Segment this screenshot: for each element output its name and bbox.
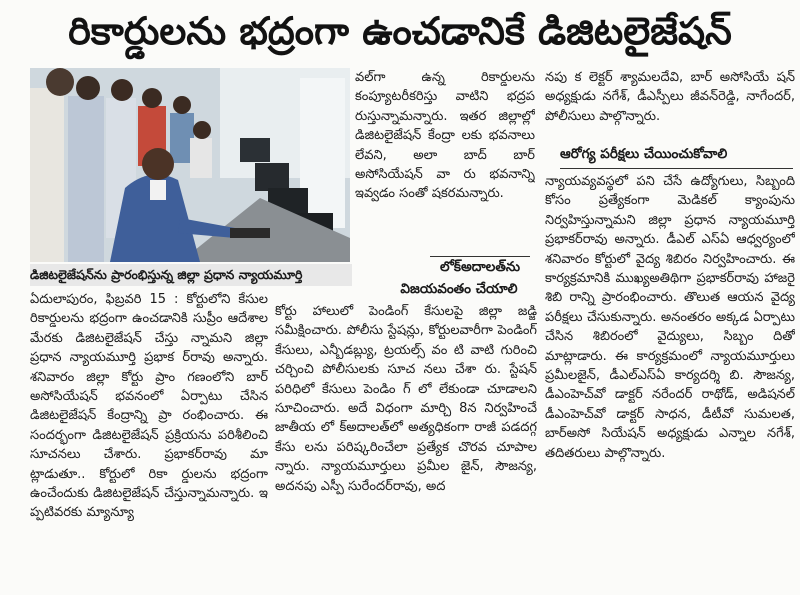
body-paragraph: న్యాయవ్యవస్థలో పని చేసే ఉద్యోగులు, సిబ్బంది కోసం ప్రత్యేకంగా మెడికల్ క్యాంపును నిర్వహిస్తున్నామని జిల్లా ప్రధాన న్యాయమూర్తి ప్రభాకర్‌రావు అన్నారు. డీఎల్ ఎస్ఏ ఆధ్వర్యంలో శనివారం కోర్టులో వైద్య శిబిరం నిర్వహించారు. ఈ కార్యక్రమానికి ముఖ్యఅతిథిగా ప్రభాకర్‌రావు హాజరై శిబి రాన్ని ప్రారంభించారు. తొలుత ఆయన వైద్య పరీక్షలు చేసుకున్నారు. అనంతరం అక్కడ ఏర్పాటు చేసిన శిబిరంలో వైద్యులు, సిబ్బం దితో మాట్లాడారు. ఈ కార్యక్రమంలో న్యాయమూర్తులు ప్రమీలజైన్, డీఎల్ఎస్ఏ కార్యదర్శి బి. సౌజన్య, డీఎంహెచ్‌వో డాక్టర్ నరేందర్ రాథోడ్, అడిషనల్ డీఎంహెచ్‌వో డాక్టర్ సాధన, డీటీవో సుమలత, బార్‌అసో సియేషన్ అధ్యక్షుడు ఎన్నాల నగేశ్, తదితరులు పాల్గొన్నారు.: [545, 174, 795, 461]
article-column-middle-lower: [275, 302, 537, 592]
news-photo: [30, 68, 350, 262]
divider: [430, 256, 530, 257]
subheading-line-2: విజయవంతం చేయాలి: [400, 281, 518, 297]
article-column-middle-upper: [355, 68, 535, 258]
right-subheading: ఆరోగ్య పరీక్షలు చేయించుకోవాలి: [560, 146, 728, 162]
body-paragraph: నపు క లెక్టర్ శ్యామలదేవి, బార్ అసోసియే షన్ అధ్యక్షుడు నగేశ్, డీఎస్పీలు జీవన్‌రెడ్డి, నాగేందర్, పోలీసులు పాల్గొన్నారు.: [545, 70, 795, 124]
article-column-right-lower: [545, 172, 795, 590]
body-paragraph: కోర్టు హాలులో పెండింగ్ కేసులపై జిల్లా జడ్జి సమీక్షించారు. పోలీసు స్టేషన్లు, కోర్టులవారీగా పెండింగ్ కేసులు, ఎన్బీడబ్ల్యు, ట్రయల్స్ వం టి వాటి గురించి చర్చించి పోలీసులకు సూచ నలు చేశా రు. స్టేషన్ పరిధిలో కేసులు పెండిం గ్ లో లేకుండా చూడాలని సూచించారు. అదే విధంగా మార్చి 8న నిర్వహించే జాతీయ లో క్‌అదాలత్‌లో అత్యధికంగా రాజీ పడదగ్గ కేసు లను పరిష్కరించేలా ప్రత్యేక చొరవ చూపాల న్నారు. న్యాయమూర్తులు ప్రమీల జైన్, సౌజన్య, అదనపు ఎస్పీ సురేందర్‌రావు, అద: [275, 304, 537, 494]
courtroom-photo-illustration: [30, 68, 350, 262]
headline: రికార్డులను భద్రంగా ఉంచడానికే డిజిటలైజేషన్: [68, 9, 732, 53]
divider: [560, 168, 793, 169]
subheading-line-1: లోక్‌అదాలత్‌ను: [439, 259, 521, 275]
body-paragraph: వల్‌గా ఉన్న రికార్డులను కంప్యూటరీకరిస్తు వాటిని భద్రప రుస్తున్నామన్నారు. ఇతర జిల్లాల్లో డిజిటలైజేషన్ కేంద్రా లకు భవనాలు లేవని, అలా బాద్ బార్ అసోసియేషన్ వా రు భవనాన్ని ఇవ్వడం సంతో షకరమన్నారు.: [355, 70, 535, 202]
article-column-right-upper: [545, 68, 795, 144]
article-column-left: [30, 290, 268, 590]
photo-caption: డిజిటలైజేషన్‌ను ప్రారంభిస్తున్న జిల్లా ప్రధాన న్యాయమూర్తి: [30, 264, 352, 286]
body-paragraph: ఏదులాపురం, ఫిబ్రవరి 15 : కోర్టులోని కేసుల రికార్డులను భద్రంగా ఉంచడానికి సుప్రీం ఆదేశాల మేరకు డిజిటలైజేషన్ చేస్తు న్నామని జిల్లా ప్రధాన న్యాయమూర్తి ప్రభాక ర్‌రావు అన్నారు. శనివారం జిల్లా కోర్టు ప్రాం గణంలోని బార్ అసోసియేషన్ భవనంలో ఏర్పాటు చేసిన డిజిటలైజేషన్ కేంద్రాన్ని ప్రా రంభించారు. ఈ సందర్భంగా డిజిటలైజేషన్ ప్రక్రియను పరిశీలించి సూచనలు చేశారు. ప్రభాకర్‌రావు మా ట్లాడుతూ.. కోర్టులో రికా ర్డులను భద్రంగా ఉంచేందుకు డిజిటలైజేషన్ చేస్తున్నామన్నారు. ఇ ప్పటివరకు మ్యాన్యూ: [30, 292, 268, 521]
